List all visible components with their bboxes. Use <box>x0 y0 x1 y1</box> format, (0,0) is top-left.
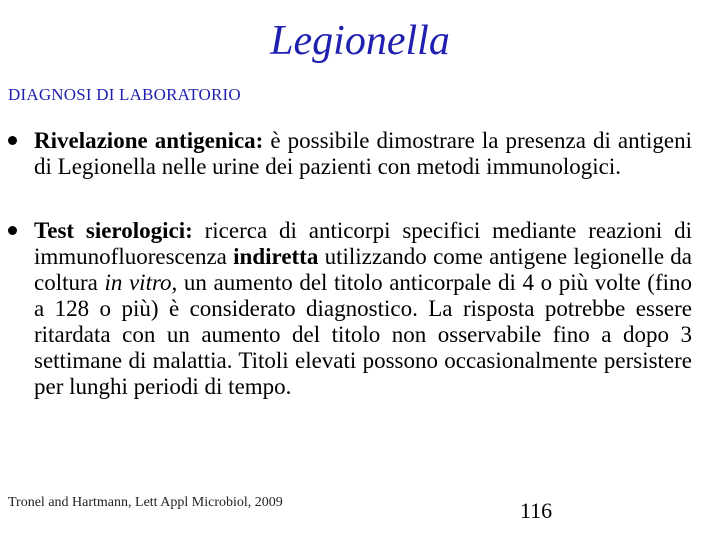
bullet-item-antigen <box>8 128 692 180</box>
bullet-emphasis: indiretta <box>233 244 319 269</box>
bullet-text: un aumento del titolo anticorpale di 4 o più volte (fino a 128 o più) è considerato diagnostico. La risposta potrebbe essere ritardata con un aumento del titolo non osservabile fino a dopo 3 settimane di malattia. Titoli elevati possono occasionalmente persistere per lunghi periodi di tempo. <box>34 270 692 399</box>
page-number: 116 <box>520 498 553 523</box>
bullet-text: ricerca di anticorpi specifici mediante reazioni di immunofluorescenza <box>34 218 692 269</box>
bullet-item-serology <box>8 218 692 400</box>
section-heading: DIAGNOSI DI LABORATORIO <box>8 85 241 104</box>
slide-title: Legionella <box>270 18 450 64</box>
bullet-heading: Rivelazione antigenica: <box>34 128 264 153</box>
bullet-list <box>8 128 692 400</box>
bullet-text: è possibile dimostrare la presenza di antigeni di Legionella nelle urine dei pazienti con metodi immunologici. <box>34 128 692 179</box>
bullet-dot-icon <box>8 226 17 235</box>
bullet-dot-icon <box>8 136 17 145</box>
bullet-heading: Test sierologici: <box>34 218 193 243</box>
bullet-italic: in vitro, <box>104 270 178 295</box>
citation: Tronel and Hartmann, Lett Appl Microbiol, 2009 <box>8 495 283 510</box>
bullet-text: utilizzando come antigene legionelle da coltura <box>34 244 693 295</box>
